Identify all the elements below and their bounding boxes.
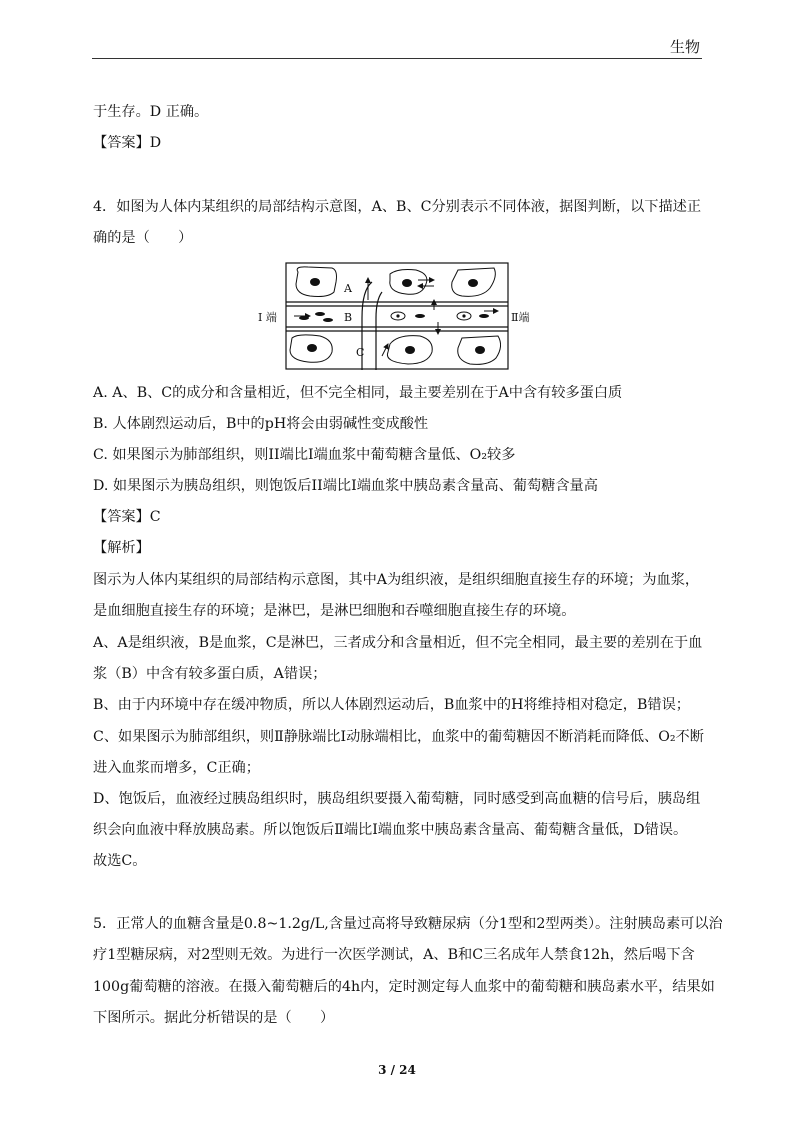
- red-blood-cell: [415, 314, 425, 318]
- label-right-end: Ⅱ端: [511, 311, 530, 324]
- label-B: B: [344, 311, 353, 324]
- option-c: C. 如果图示为肺部组织，则II端比I端血浆中葡萄糖含量低、O₂较多: [93, 447, 516, 463]
- analysis-line: 图示为人体内某组织的局部结构示意图，其中A为组织液，是组织细胞直接生存的环境；为血浆，: [93, 572, 700, 588]
- question-5-stem: 5．正常人的血糖含量是0.8~1.2g/L,含量过高将导致糖尿病（分1型和2型两类）。注射胰岛素可以治: [93, 916, 723, 932]
- label-A: A: [344, 282, 352, 295]
- question-5-stem: 下图所示。据此分析错误的是（ ）: [93, 1010, 335, 1026]
- analysis-line: C、如果图示为肺部组织，则Ⅱ静脉端比I动脉端相比，血浆中的葡萄糖因不断消耗而降低、O₂不断: [93, 729, 704, 745]
- header-divider: [92, 58, 702, 59]
- red-blood-cell: [299, 316, 309, 320]
- answer-line: 【答案】C: [93, 509, 161, 525]
- red-blood-cell: [479, 314, 489, 318]
- answer-line: 【答案】D: [93, 135, 162, 151]
- lymph-vessel: [362, 282, 382, 370]
- option-b: B. 人体剧烈运动后，B中的pH将会由弱碱性变成酸性: [93, 416, 429, 432]
- analysis-line: A、A是组织液，B是血浆，C是淋巴，三者成分和含量相近，但不完全相同，最主要的差别在于血: [93, 635, 703, 651]
- question-4-stem: 确的是（ ）: [93, 230, 193, 246]
- question-4-stem: 4．如图为人体内某组织的局部结构示意图，A、B、C分别表示不同体液，据图判断，以下描述正: [93, 199, 702, 215]
- analysis-line: 浆（B）中含有较多蛋白质，A错误；: [93, 666, 327, 682]
- analysis-line: D、饱饭后，血液经过胰岛组织时，胰岛组织要摄入葡萄糖，同时感受到高血糖的信号后，胰岛组: [93, 791, 701, 807]
- label-left-end: I 端: [258, 311, 277, 324]
- analysis-line: B、由于内环境中存在缓冲物质，所以人体剧烈运动后，B血浆中的H将维持相对稳定，B错误；: [93, 697, 690, 713]
- option-a: A. A、B、C的成分和含量相近，但不完全相同，最主要差别在于A中含有较多蛋白质: [93, 385, 623, 401]
- tissue-structure-diagram: [258, 260, 538, 372]
- option-d: D. 如果图示为胰岛组织，则饱饭后II端比I端血浆中胰岛素含量高、葡萄糖含量高: [93, 478, 598, 494]
- analysis-line: 进入血浆而增多，C正确；: [93, 760, 260, 776]
- red-blood-cell: [315, 312, 325, 316]
- text-line: 于生存。D 正确。: [93, 104, 209, 120]
- header-subject: 生物: [669, 38, 700, 56]
- analysis-line: 故选C。: [93, 853, 147, 869]
- red-blood-cell: [323, 318, 333, 322]
- page-number: 3 / 24: [378, 1063, 416, 1077]
- analysis-heading: 【解析】: [93, 540, 150, 556]
- question-5-stem: 100g葡萄糖的溶液。在摄入葡萄糖后的4h内，定时测定每人血浆中的葡萄糖和胰岛素水平，结果如: [93, 979, 715, 995]
- analysis-line: 是血细胞直接生存的环境；是淋巴，是淋巴细胞和吞噬细胞直接生存的环境。: [93, 603, 576, 619]
- analysis-line: 织会向血液中释放胰岛素。所以饱饭后Ⅱ端比I端血浆中胰岛素含量高、葡萄糖含量低，D错误。: [93, 822, 688, 838]
- question-5-stem: 疗1型糖尿病，对2型则无效。为进行一次医学测试，A、B和C三名成年人禁食12h，然后喝下含: [93, 947, 695, 963]
- label-C: C: [356, 346, 365, 359]
